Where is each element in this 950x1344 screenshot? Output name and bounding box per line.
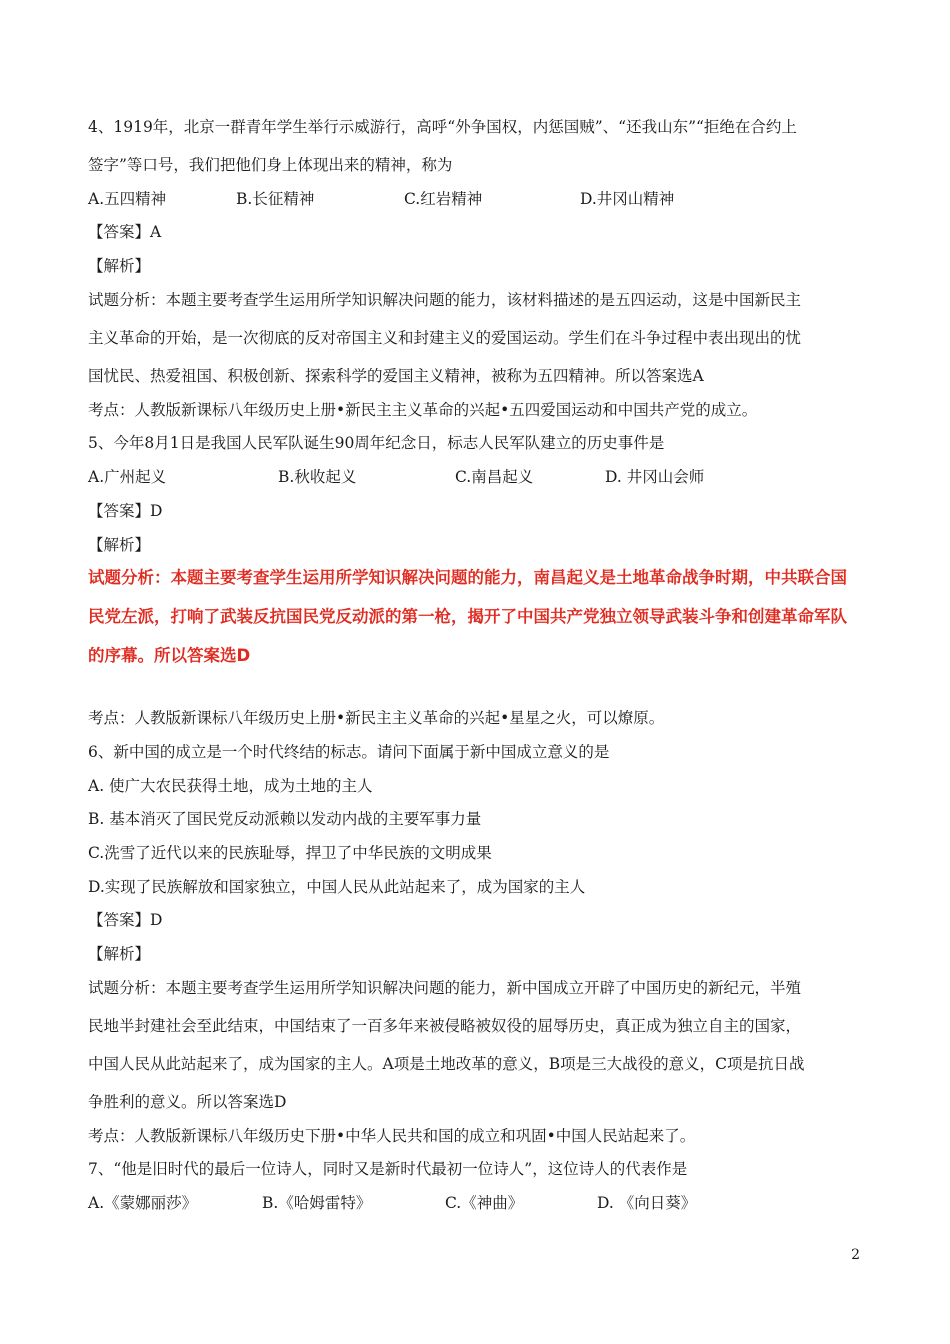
q5-answer: 【答案】D xyxy=(88,502,163,520)
q7-option-d: D. 《向日葵》 xyxy=(597,1194,697,1212)
q5-option-b: B.秋收起义 xyxy=(278,468,357,486)
q5-analysis-line2: 民党左派，打响了武装反抗国民党反动派的第一枪，揭开了中国共产党独立领导武装斗争和创建革命军队 xyxy=(88,607,847,626)
q4-option-d: D.井冈山精神 xyxy=(580,190,675,208)
q7-option-a: A.《蒙娜丽莎》 xyxy=(88,1194,198,1212)
q6-analysis-label: 【解析】 xyxy=(88,945,151,963)
q5-option-a: A.广州起义 xyxy=(88,468,167,486)
q6-analysis-line4: 争胜利的意义。所以答案选D xyxy=(88,1093,287,1111)
q5-analysis-label: 【解析】 xyxy=(88,536,151,554)
q4-option-b: B.长征精神 xyxy=(236,190,315,208)
q5-analysis-line3: 的序幕。所以答案选D xyxy=(88,646,251,665)
q4-kaodian: 考点：人教版新课标八年级历史上册•新民主主义革命的兴起•五四爱国运动和中国共产党的成立。 xyxy=(88,401,758,419)
q4-analysis-line3: 国忧民、热爱祖国、积极创新、探索科学的爱国主义精神，被称为五四精神。所以答案选A xyxy=(88,367,704,385)
q4-analysis-line2: 主义革命的开始，是一次彻底的反对帝国主义和封建主义的爱国运动。学生们在斗争过程中表出现出的忧 xyxy=(88,329,802,347)
q5-analysis-line1: 试题分析：本题主要考查学生运用所学知识解决问题的能力，南昌起义是土地革命战争时期，中共联合国 xyxy=(88,568,847,587)
q4-analysis-label: 【解析】 xyxy=(88,257,151,275)
q7-option-b: B.《哈姆雷特》 xyxy=(262,1194,372,1212)
q4-stem-line1: 4、1919年，北京一群青年学生举行示威游行，高呼“外争国权，内惩国贼”、“还我山东”“拒绝在合约上 xyxy=(88,118,797,136)
q6-option-c: C.洗雪了近代以来的民族耻辱，捍卫了中华民族的文明成果 xyxy=(88,844,492,862)
q6-option-b: B. 基本消灭了国民党反动派赖以发动内战的主要军事力量 xyxy=(88,810,482,828)
q4-option-c: C.红岩精神 xyxy=(404,190,483,208)
q7-option-c: C.《神曲》 xyxy=(445,1194,524,1212)
q6-option-a: A. 使广大农民获得土地，成为土地的主人 xyxy=(88,777,373,795)
q6-analysis-line3: 中国人民从此站起来了，成为国家的主人。A项是土地改革的意义，B项是三大战役的意义，C项是抗日战 xyxy=(88,1055,805,1073)
page-number: 2 xyxy=(851,1247,860,1263)
q6-option-d: D.实现了民族解放和国家独立，中国人民从此站起来了，成为国家的主人 xyxy=(88,878,586,896)
q5-stem: 5、今年8月1日是我国人民军队诞生90周年纪念日，标志人民军队建立的历史事件是 xyxy=(88,434,665,452)
q6-answer: 【答案】D xyxy=(88,911,163,929)
q4-stem-line2: 签字”等口号，我们把他们身上体现出来的精神，称为 xyxy=(88,156,453,174)
q6-analysis-line1: 试题分析：本题主要考查学生运用所学知识解决问题的能力，新中国成立开辟了中国历史的新纪元，半殖 xyxy=(88,979,802,997)
q5-kaodian: 考点：人教版新课标八年级历史上册•新民主主义革命的兴起•星星之火，可以燎原。 xyxy=(88,709,665,727)
q4-option-a: A.五四精神 xyxy=(88,190,167,208)
q7-stem: 7、“他是旧时代的最后一位诗人，同时又是新时代最初一位诗人”，这位诗人的代表作是 xyxy=(88,1160,688,1178)
q6-analysis-line2: 民地半封建社会至此结束，中国结束了一百多年来被侵略被奴役的屈辱历史，真正成为独立自主的国家， xyxy=(88,1017,802,1035)
q5-option-c: C.南昌起义 xyxy=(455,468,534,486)
q6-kaodian: 考点：人教版新课标八年级历史下册•中华人民共和国的成立和巩固•中国人民站起来了。 xyxy=(88,1127,696,1145)
q4-analysis-line1: 试题分析：本题主要考查学生运用所学知识解决问题的能力，该材料描述的是五四运动，这是中国新民主 xyxy=(88,291,802,309)
q6-stem: 6、新中国的成立是一个时代终结的标志。请问下面属于新中国成立意义的是 xyxy=(88,743,610,761)
q5-option-d: D. 井冈山会师 xyxy=(605,468,705,486)
q4-answer: 【答案】A xyxy=(88,223,162,241)
